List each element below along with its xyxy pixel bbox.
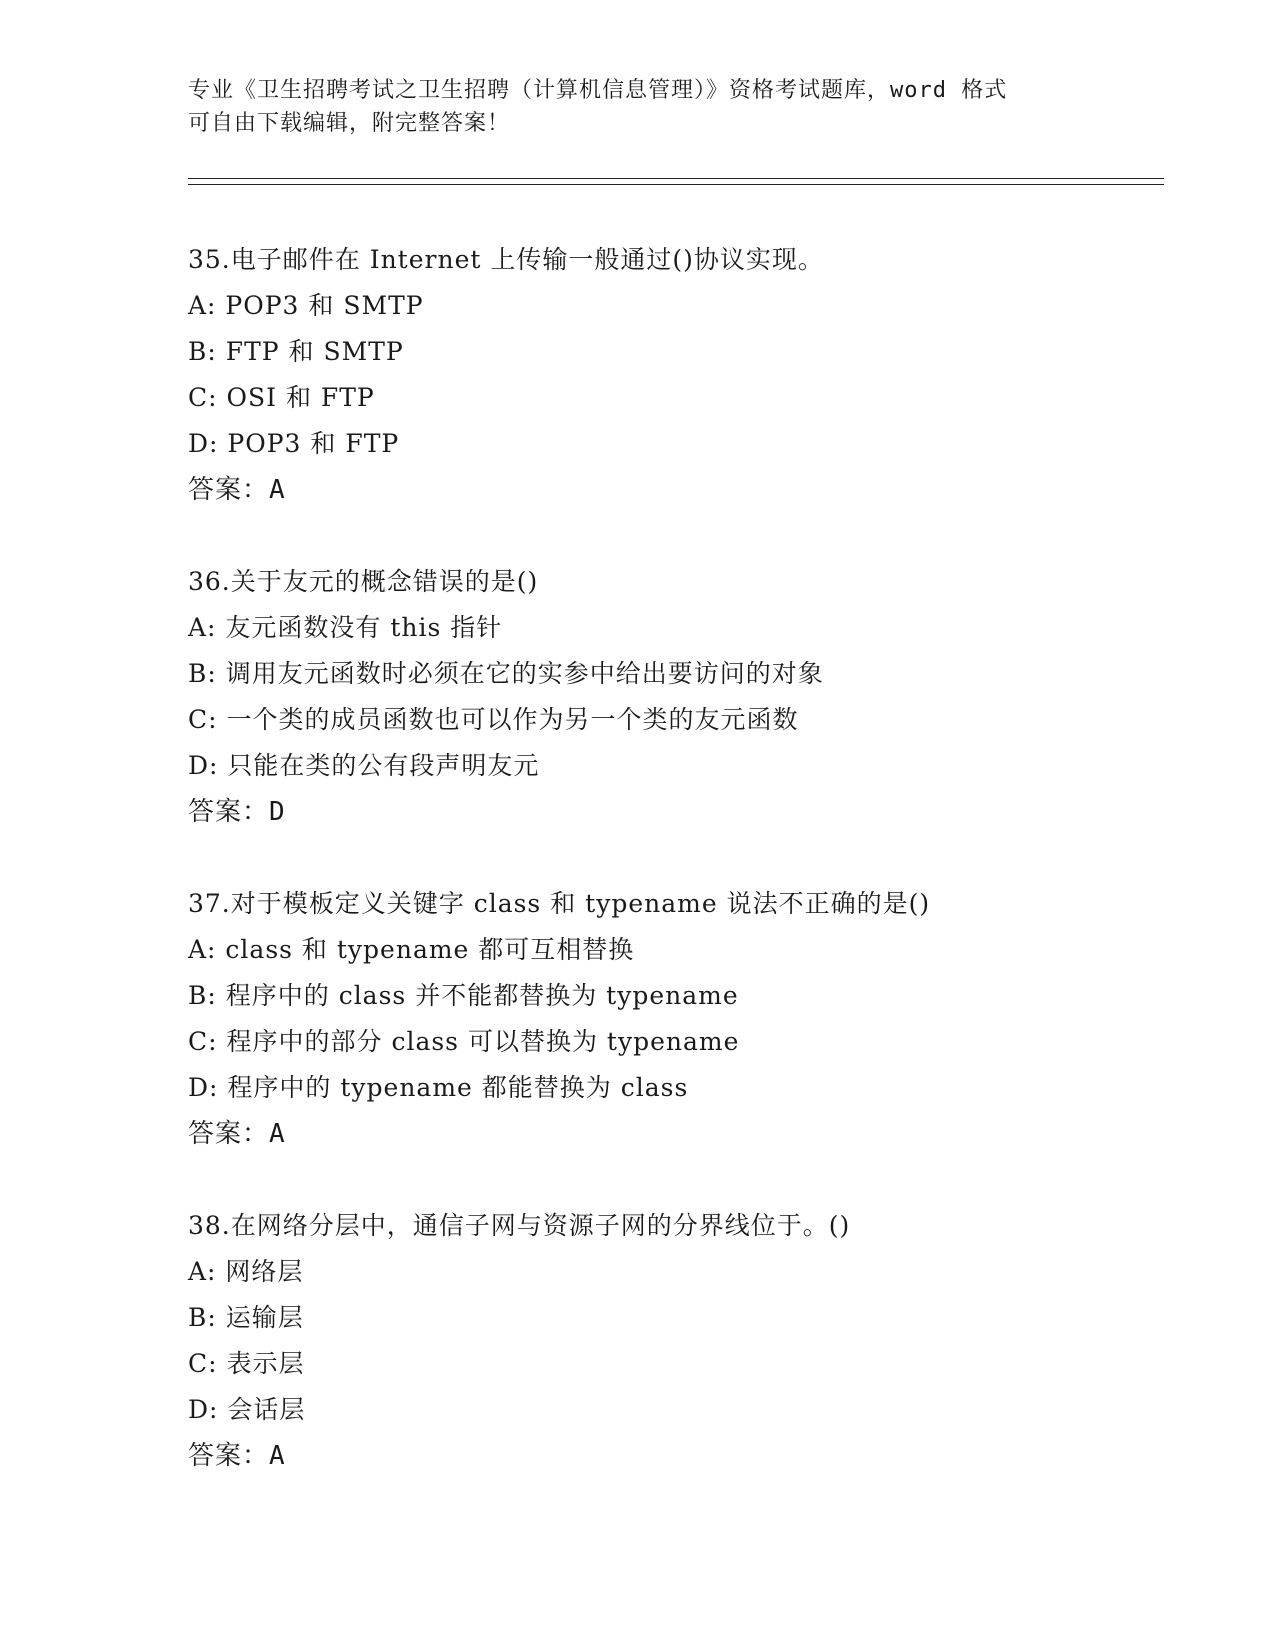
header-line-1: 专业《卫生招聘考试之卫生招聘（计算机信息管理）》资格考试题库，word 格式 bbox=[188, 78, 1008, 103]
question-38 bbox=[188, 1206, 1188, 1482]
option-d: D: 会话层 bbox=[188, 1395, 306, 1424]
question-37 bbox=[188, 884, 1188, 1160]
option-a: A: 友元函数没有 this 指针 bbox=[188, 613, 503, 642]
option-c: C: OSI 和 FTP bbox=[188, 383, 375, 412]
option-b: B: 调用友元函数时必须在它的实参中给出要访问的对象 bbox=[188, 659, 824, 688]
answer: 答案：A bbox=[188, 1119, 286, 1149]
option-c: C: 程序中的部分 class 可以替换为 typename bbox=[188, 1027, 740, 1056]
option-d: D: 程序中的 typename 都能替换为 class bbox=[188, 1073, 689, 1102]
option-a: A: 网络层 bbox=[188, 1257, 304, 1286]
header-rule-bottom bbox=[188, 184, 1164, 185]
answer: 答案：A bbox=[188, 475, 286, 505]
option-d: D: 只能在类的公有段声明友元 bbox=[188, 751, 540, 780]
option-c: C: 表示层 bbox=[188, 1349, 305, 1378]
header-rule-top bbox=[188, 178, 1164, 179]
question-stem: 36.关于友元的概念错误的是() bbox=[188, 567, 539, 596]
option-b: B: FTP 和 SMTP bbox=[188, 337, 404, 366]
question-stem: 37.对于模板定义关键字 class 和 typename 说法不正确的是() bbox=[188, 889, 931, 918]
question-35 bbox=[188, 240, 1188, 516]
option-b: B: 程序中的 class 并不能都替换为 typename bbox=[188, 981, 739, 1010]
option-a: A: class 和 typename 都可互相替换 bbox=[188, 935, 635, 964]
question-36 bbox=[188, 562, 1188, 838]
option-c: C: 一个类的成员函数也可以作为另一个类的友元函数 bbox=[188, 705, 799, 734]
answer: 答案：D bbox=[188, 797, 286, 827]
document-header bbox=[188, 74, 1088, 140]
question-stem: 35.电子邮件在 Internet 上传输一般通过()协议实现。 bbox=[188, 245, 824, 274]
header-line-2: 可自由下载编辑，附完整答案！ bbox=[188, 111, 511, 136]
answer: 答案：A bbox=[188, 1441, 286, 1471]
option-b: B: 运输层 bbox=[188, 1303, 304, 1332]
option-d: D: POP3 和 FTP bbox=[188, 429, 400, 458]
option-a: A: POP3 和 SMTP bbox=[188, 291, 424, 320]
question-stem: 38.在网络分层中，通信子网与资源子网的分界线位于。() bbox=[188, 1211, 851, 1240]
